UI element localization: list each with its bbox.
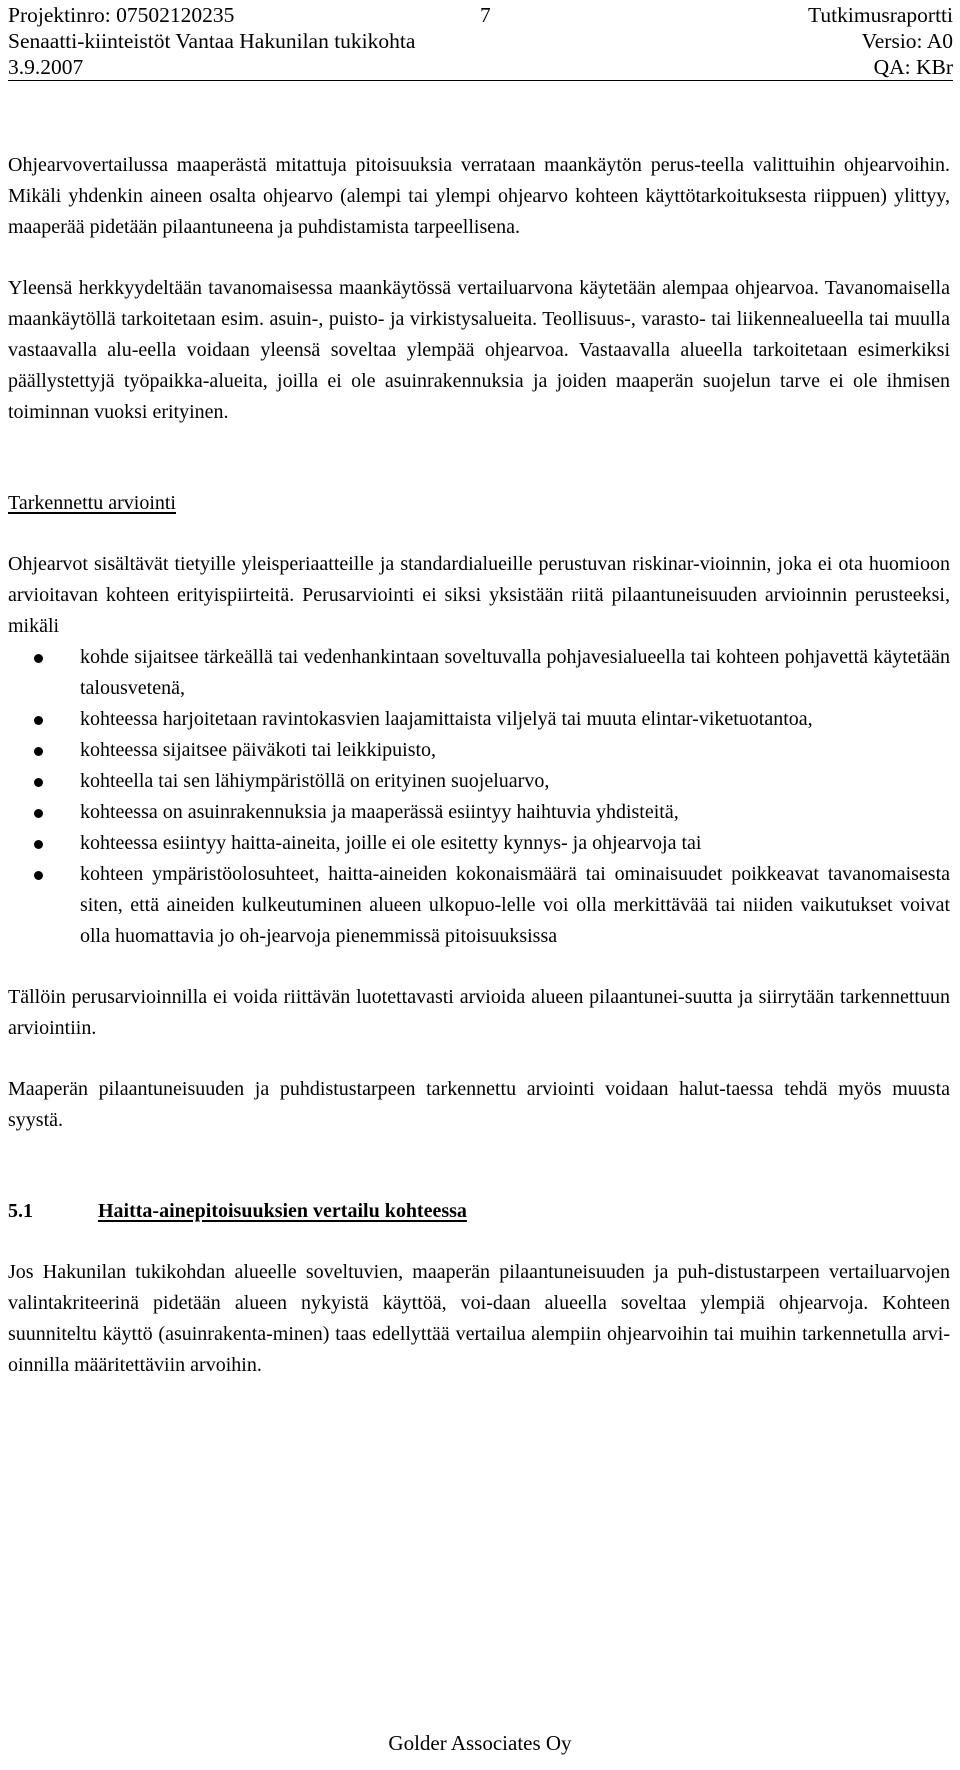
bullet-icon	[34, 747, 43, 756]
page-body	[8, 150, 950, 1381]
header-divider	[8, 80, 953, 81]
project-number: Projektinro: 07502120235	[8, 3, 235, 27]
subheading-refined-assessment: Tarkennettu arviointi	[8, 492, 176, 514]
list-item: kohteessa sijaitsee päiväkoti tai leikkipuisto,	[8, 735, 950, 766]
page-header	[8, 2, 953, 80]
page-number: 7	[480, 3, 491, 27]
list-item: kohteessa on asuinrakennuksia ja maaperässä esiintyy haihtuvia yhdisteitä,	[8, 797, 950, 828]
bullet-icon	[34, 654, 43, 663]
section-number: 5.1	[8, 1200, 33, 1222]
section-title: Haitta-ainepitoisuuksien vertailu kohteessa	[98, 1200, 467, 1222]
header-row-2	[8, 28, 953, 54]
header-row-3	[8, 54, 953, 80]
paragraph-refined-optional: Maaperän pilaantuneisuuden ja puhdistustarpeen tarkennettu arviointi voidaan halut-taessa tehdä myös muusta syystä.	[8, 1078, 950, 1131]
version: Versio: A0	[861, 29, 953, 53]
report-type: Tutkimusraportti	[808, 3, 953, 27]
section-heading	[8, 1196, 950, 1227]
list-item: kohteessa harjoitetaan ravintokasvien laajamittaista viljelyä tai muuta elintar-viketuotantoa,	[8, 704, 950, 735]
header-row-1	[8, 2, 953, 28]
paragraph-land-use: Yleensä herkkyydeltään tavanomaisessa maankäytössä vertailuarvona käytetään alempaa ohjearvoa. Tavanomaisella maankäytöllä tarkoitetaan esim. asuin-, puisto- ja virkistysalueita. Teollisuus-, varasto- tai liikennealueella tai muulla vastaavalla alu-eella voidaan yleensä soveltaa ylempää ohjearvoa. Vastaavalla alueella tarkoitetaan esimerkiksi päällystettyjä työpaikka-alueita, joilla ei ole asuinrakennuksia ja joiden maaperän suojelun tarve ei ole ihmisen toiminnan vuoksi erityinen.	[8, 277, 950, 423]
list-item: kohteella tai sen lähiympäristöllä on erityinen suojeluarvo,	[8, 766, 950, 797]
client-site: Senaatti-kiinteistöt Vantaa Hakunilan tukikohta	[8, 29, 416, 53]
bullet-icon	[34, 809, 43, 818]
bullet-icon	[34, 716, 43, 725]
bullet-icon	[34, 840, 43, 849]
bullet-icon	[34, 778, 43, 787]
paragraph-refined-consequence: Tällöin perusarvioinnilla ei voida riittävän luotettavasti arvioida alueen pilaantunei-suutta ja siirrytään tarkennettuun arviointiin.	[8, 986, 950, 1039]
list-item: kohteessa esiintyy haitta-aineita, joille ei ole esitetty kynnys- ja ohjearvoja tai	[8, 828, 950, 859]
qa-signature: QA: KBr	[873, 55, 953, 79]
page-footer: Golder Associates Oy	[388, 1731, 572, 1755]
list-item: kohteen ympäristöolosuhteet, haitta-aineiden kokonaismäärä tai ominaisuudet poikkeavat tavanomaisesta siten, että aineiden kulkeutuminen alueen ulkopuo-lelle voi olla merkittävää tai niiden vaikutukset voivat olla huomattavia jo oh-jearvoja pienemmissä pitoisuuksissa	[8, 859, 950, 952]
paragraph-comparison: Ohjearvovertailussa maaperästä mitattuja pitoisuuksia verrataan maankäytön perus-teella valittuihin ohjearvoihin. Mikäli yhdenkin aineen osalta ohjearvo (alempi tai ylempi ohjearvo kohteen käyttötarkoituksesta riippuen) ylittyy, maaperää pidetään pilaantuneena ja puhdistamista tarpeellisena.	[8, 154, 950, 238]
list-item: kohde sijaitsee tärkeällä tai vedenhankintaan soveltuvalla pohjavesialueella tai kohteen pohjavettä käytetään talousvetenä,	[8, 642, 950, 704]
report-date: 3.9.2007	[8, 55, 84, 79]
paragraph-section-text: Jos Hakunilan tukikohdan alueelle soveltuvien, maaperän pilaantuneisuuden ja puh-distustarpeen vertailuarvojen valintakriteerinä pidetään alueen nykyistä käyttöä, voi-daan alueella soveltaa ylempiä ohjearvoja. Kohteen suunniteltu käyttö (asuinrakenta-minen) taas edellyttää vertailua alempiin ohjearvoihin tai muihin tarkennetulla arvi-oinnilla määritettäviin arvoihin.	[8, 1261, 950, 1376]
bullet-icon	[34, 871, 43, 880]
paragraph-refined-intro: Ohjearvot sisältävät tietyille yleisperiaatteille ja standardialueille perustuvan riskinar-vioinnin, joka ei ota huomioon arvioitavan kohteen erityispiirteitä. Perusarviointi ei siksi yksistään riitä pilaantuneisuuden arvioinnin perusteeksi, mikäli	[8, 553, 950, 637]
criteria-list	[8, 642, 950, 952]
